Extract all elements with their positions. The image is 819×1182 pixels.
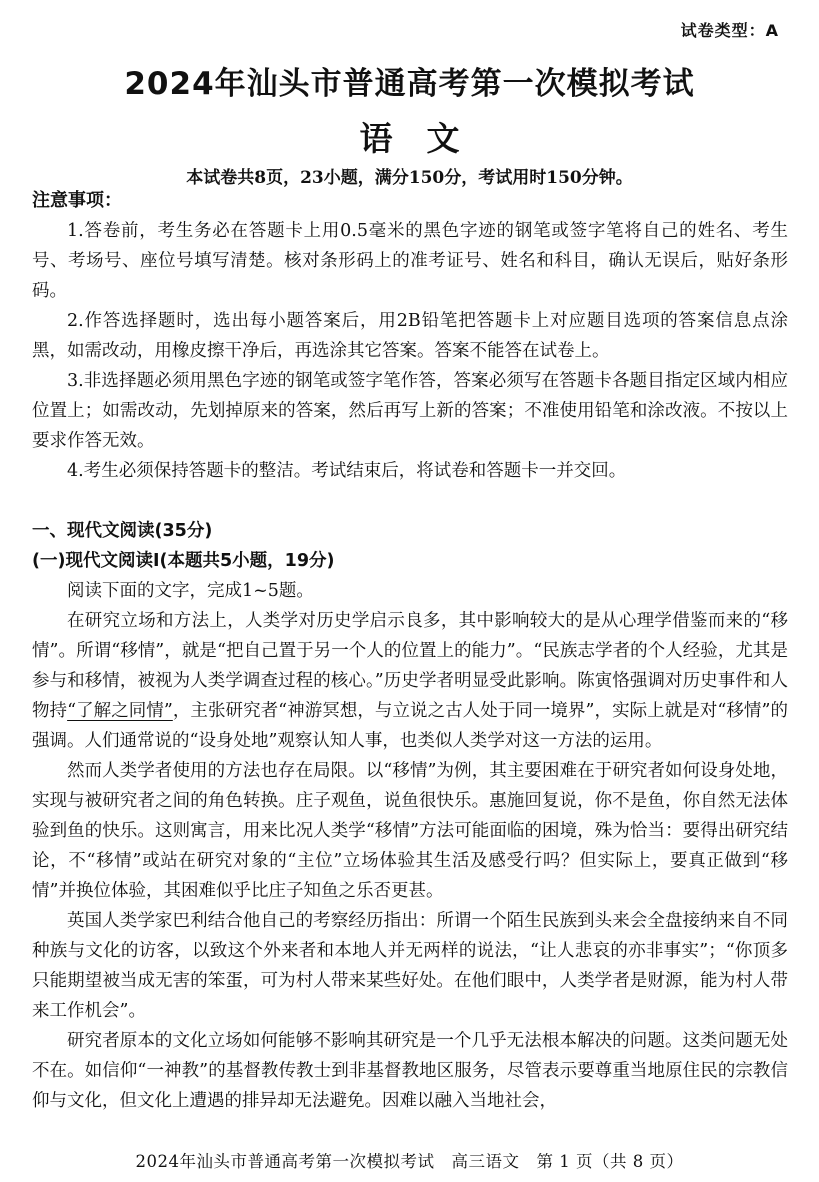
notice-item-1: 1.答卷前，考生务必在答题卡上用0.5毫米的黑色字迹的钢笔或签字笔将自己的姓名、考生号、考场号、座位号填写清楚。核对条形码上的准考证号、姓名和科目，确认无误后，贴好条形码。 [32,221,788,301]
notice-item-3: 3.非选择题必须用黑色字迹的钢笔或签字笔作答，答案必须写在答题卡各题目指定区域内相应位置上；如需改动，先划掉原来的答案，然后再写上新的答案；不准使用铅笔和涂改液。不按以上要求作答无效。 [32,371,788,451]
passage-p1-before: 在研究立场和方法上，人类学对历史学启示良多，其中影响较大的是从心理学借鉴而来的“移情”。所谓“移情”，就是“把自己置于另一个人的位置上的能力”。“民族志学者的个人经验，尤其是参与和移情，被视为人类学调查过程的核心。”历史学者明显受此影响。陈寅恪强调对历史事件和人物持 [32,611,788,721]
exam-body [32,186,788,1116]
passage-underlined-phrase: “了解之同情” [67,701,173,721]
reading-instruction: 阅读下面的文字，完成1~5题。 [67,581,314,601]
notice-heading: 注意事项： [32,190,122,211]
passage-paragraph-4: 研究者原本的文化立场如何能够不影响其研究是一个几乎无法根本解决的问题。这类问题无处不在。如信仰“一神教”的基督教传教士到非基督教地区服务，尽管表示要尊重当地原住民的宗教信仰与文化，但文化上遭遇的排异却无法避免。因难以融入当地社会， [32,1031,788,1111]
passage-paragraph-1 [32,606,788,756]
passage-paragraph-2: 然而人类学者使用的方法也存在局限。以“移情”为例，其主要困难在于研究者如何设身处地，实现与被研究者之间的角色转换。庄子观鱼，说鱼很快乐。惠施回复说，你不是鱼，你自然无法体验到鱼的快乐。这则寓言，用来比况人类学“移情”方法可能面临的困境，殊为恰当：要得出研究结论，不“移情”或站在研究对象的“主位”立场体验其生活及感受行吗？但实际上，要真正做到“移情”并换位体验，其困难似乎比庄子知鱼之乐否更甚。 [32,761,788,901]
notice-item-2: 2.作答选择题时，选出每小题答案后，用2B铅笔把答题卡上对应题目选项的答案信息点涂黑，如需改动，用橡皮擦干净后，再选涂其它答案。答案不能答在试卷上。 [32,311,788,361]
section-spacer [32,486,788,516]
section-heading: 一、现代文阅读(35分) [32,521,213,541]
exam-title: 2024年汕头市普通高考第一次模拟考试 [124,66,695,102]
section-subheading: (一)现代文阅读Ⅰ(本题共5小题，19分) [32,551,335,571]
passage-p1-after: ，主张研究者“神游冥想，与立说之古人处于同一境界”，实际上就是对“移情”的强调。人们通常说的“设身处地”观察认知人事，也类似人类学对这一方法的运用。 [32,701,788,751]
passage-paragraph-3: 英国人类学家巴利结合他自己的考察经历指出：所谓一个陌生民族到头来会全盘接纳来自不同种族与文化的访客，以致这个外来者和本地人并无两样的说法，“让人悲哀的亦非事实”；“你顶多只能期望被当成无害的笨蛋，可为村人带来某些好处。在他们眼中，人类学者是财源，能为村人带来工作机会”。 [32,911,788,1021]
page-footer: 2024年汕头市普通高考第一次模拟考试 高三语文 第 1 页（共 8 页） [135,1152,684,1171]
subject-title: 语文 [359,119,494,158]
notice-item-4: 4.考生必须保持答题卡的整洁。考试结束后，将试卷和答题卡一并交回。 [67,461,627,481]
exam-info: 本试卷共8页，23小题，满分150分，考试用时150分钟。 [186,168,633,188]
paper-type-label: 试卷类型：A [680,21,779,40]
